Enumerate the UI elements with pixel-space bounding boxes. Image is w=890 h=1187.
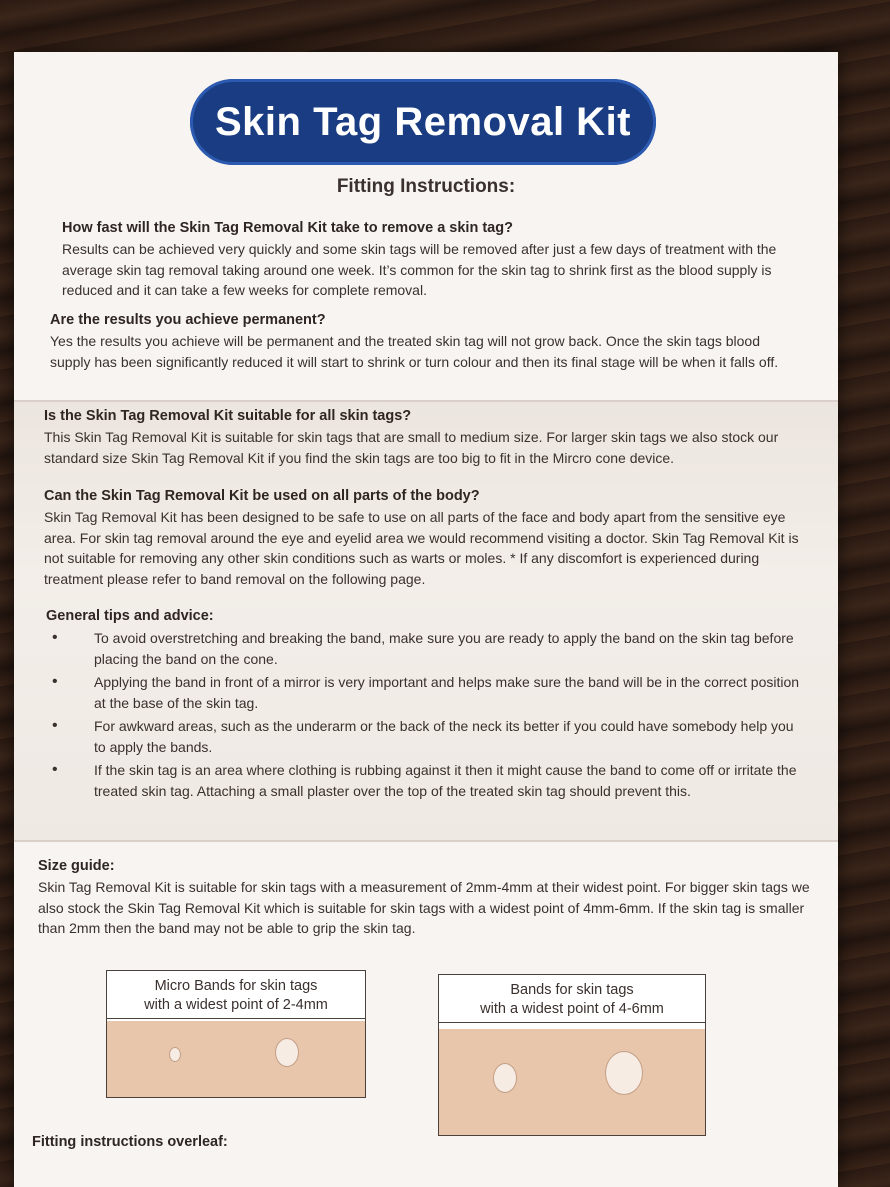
standard-bands-diagram <box>438 974 706 1136</box>
skin-sample <box>107 1021 365 1097</box>
bullet-icon: • <box>52 717 58 734</box>
bullet-icon: • <box>52 673 58 690</box>
bullet-icon: • <box>52 629 58 646</box>
tip-item <box>46 716 806 757</box>
footer-note: Fitting instructions overleaf: <box>32 1134 228 1150</box>
faq-item <box>50 312 802 372</box>
skin-tag-small <box>169 1047 181 1062</box>
faq-question: Is the Skin Tag Removal Kit suitable for all skin tags? <box>44 408 412 424</box>
faq-item <box>62 220 802 301</box>
tip-text: Applying the band in front of a mirror is very important and helps make sure the band will be in the correct position at the base of the skin tag. <box>94 674 800 711</box>
page-subtitle: Fitting Instructions: <box>336 176 516 197</box>
tip-item <box>46 628 806 669</box>
size-guide-heading: Size guide: <box>38 858 115 874</box>
faq-item <box>44 488 806 589</box>
tips-section <box>46 608 806 804</box>
faq-question: Can the Skin Tag Removal Kit be used on all parts of the body? <box>44 488 480 504</box>
tip-text: If the skin tag is an area where clothing is rubbing against it then it might cause the band to come off or irritate the treated skin tag. Attaching a small plaster over the top of the treated skin tag should prevent this. <box>94 762 797 799</box>
skin-tag-large <box>275 1038 299 1067</box>
title-banner: Skin Tag Removal Kit <box>190 79 656 165</box>
diagram-label <box>107 971 365 1019</box>
faq-answer: Skin Tag Removal Kit has been designed to be safe to use on all parts of the face and body apart from the sensitive eye area. For skin tag removal around the eye and eyelid area we would recommend visiting a doctor. Skin Tag Removal Kit is not suitable for removing any other skin conditions such as warts or moles. * If any discomfort is experienced during treatment please refer to band removal on the following page. <box>44 509 799 587</box>
faq-question: Are the results you achieve permanent? <box>50 312 326 328</box>
faq-answer: Results can be achieved very quickly and some skin tags will be removed after just a few days of treatment with the average skin tag removal taking around one week. It’s common for the skin tag to shrink first as the blood supply is reduced and it can take a few weeks for complete removal. <box>62 241 777 298</box>
instruction-leaflet <box>14 52 838 1187</box>
diagram-label-line: Micro Bands for skin tags <box>154 978 318 994</box>
faq-answer: This Skin Tag Removal Kit is suitable for skin tags that are small to medium size. For larger skin tags we also stock our standard size Skin Tag Removal Kit if you find the skin tags are too big to fit in the Mircro cone device. <box>44 429 779 466</box>
size-guide-section <box>38 858 810 939</box>
tip-text: For awkward areas, such as the underarm or the back of the neck its better if you could have somebody help you to apply the bands. <box>94 718 794 755</box>
diagram-label-line: Bands for skin tags <box>510 982 634 998</box>
diagram-label <box>439 975 705 1023</box>
skin-sample <box>439 1029 705 1135</box>
diagram-label-line: with a widest point of 2-4mm <box>144 997 328 1013</box>
tips-heading: General tips and advice: <box>46 608 214 624</box>
diagram-label-line: with a widest point of 4-6mm <box>480 1001 664 1017</box>
faq-item <box>44 408 804 468</box>
tip-item <box>46 760 806 801</box>
tip-item <box>46 672 806 713</box>
skin-tag-small <box>493 1063 517 1093</box>
size-guide-text: Skin Tag Removal Kit is suitable for skin tags with a measurement of 2mm-4mm at their widest point. For bigger skin tags we also stock the Skin Tag Removal Kit which is suitable for skin tags with a widest point of 4mm-6mm. If the skin tag is smaller than 2mm then the band may not be able to grip the skin tag. <box>38 879 810 936</box>
micro-bands-diagram <box>106 970 366 1098</box>
tip-text: To avoid overstretching and breaking the band, make sure you are ready to apply the band on the skin tag before placing the band on the cone. <box>94 630 794 667</box>
faq-question: How fast will the Skin Tag Removal Kit take to remove a skin tag? <box>62 220 513 236</box>
faq-answer: Yes the results you achieve will be permanent and the treated skin tag will not grow back. Once the skin tags blood supply has been significantly reduced it will start to shrink or turn colour and then its final stage will be when it falls off. <box>50 333 779 370</box>
bullet-icon: • <box>52 761 58 778</box>
skin-tag-large <box>605 1051 643 1095</box>
